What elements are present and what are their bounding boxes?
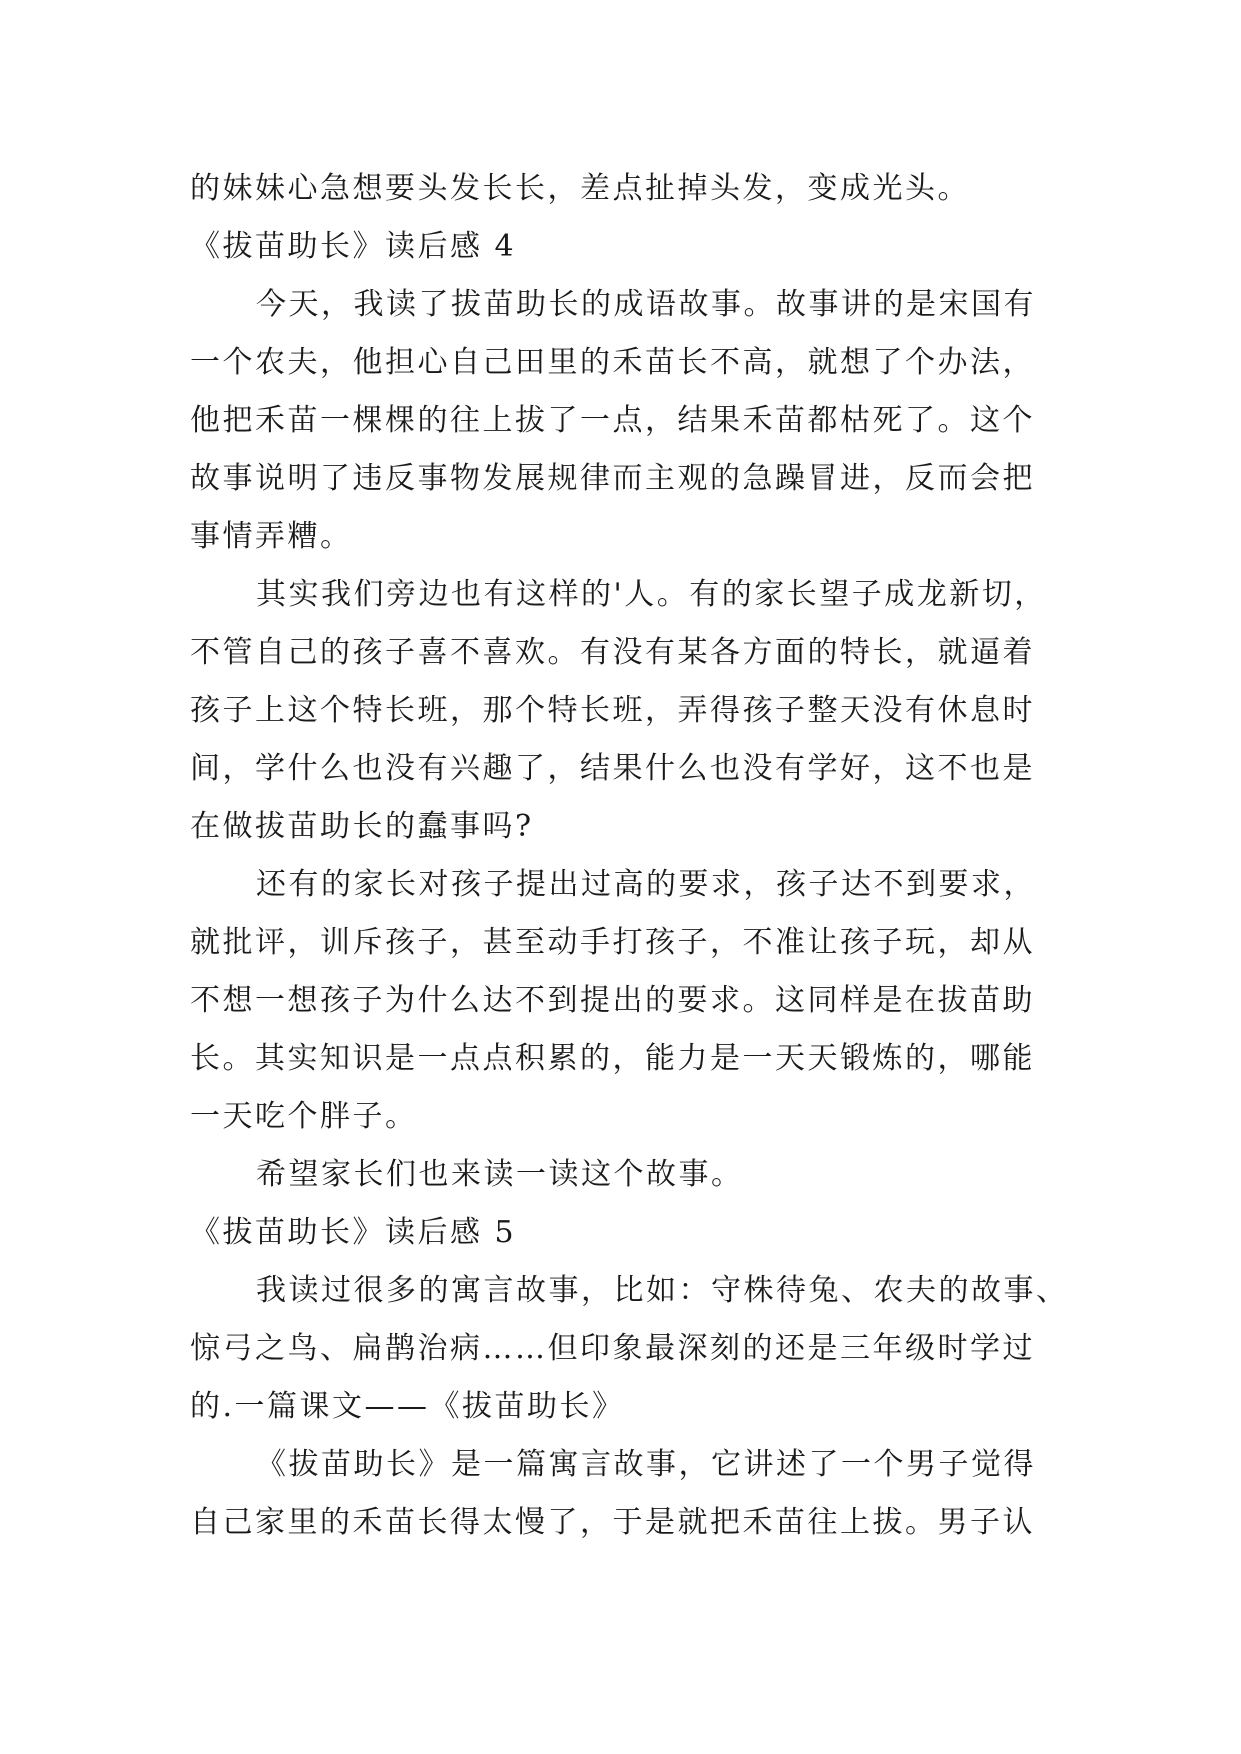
text-line: 今天，我读了拔苗助长的成语故事。故事讲的是宋国有 xyxy=(256,287,1036,322)
text-line: 不管自己的孩子喜不喜欢。有没有某各方面的特长，就逼着 xyxy=(190,635,1035,670)
text-line: 间，学什么也没有兴趣了，结果什么也没有学好，这不也是 xyxy=(190,751,1035,786)
text-line: 故事说明了违反事物发展规律而主观的急躁冒进，反而会把 xyxy=(190,461,1035,496)
document-body xyxy=(190,160,1069,1552)
text-line: 就批评，训斥孩子，甚至动手打孩子，不准让孩子玩，却从 xyxy=(190,925,1035,960)
text-line: 的妹妹心急想要头发长长，差点扯掉头发，变成光头。 xyxy=(190,171,970,206)
text-line: 不想一想孩子为什么达不到提出的要求。这同样是在拔苗助 xyxy=(190,983,1035,1018)
text-line: 他把禾苗一棵棵的往上拔了一点，结果禾苗都枯死了。这个 xyxy=(190,403,1035,438)
text-line: 一天吃个胖子。 xyxy=(190,1099,418,1134)
text-line: 孩子上这个特长班，那个特长班，弄得孩子整天没有休息时 xyxy=(190,693,1035,728)
text-line: 一个农夫，他担心自己田里的禾苗长不高，就想了个办法， xyxy=(190,345,1035,380)
text-line: 希望家长们也来读一读这个故事。 xyxy=(256,1157,744,1192)
text-line: 其实我们旁边也有这样的'人。有的家长望子成龙新切， xyxy=(256,577,1047,612)
text-line: 事情弄糟。 xyxy=(190,519,353,554)
text-line: 自己家里的禾苗长得太慢了，于是就把禾苗往上拔。男子认 xyxy=(190,1505,1035,1540)
text-line: 长。其实知识是一点点积累的，能力是一天天锻炼的，哪能 xyxy=(190,1041,1035,1076)
section-heading: 《拔苗助长》读后感 5 xyxy=(190,1215,517,1250)
text-line: 还有的家长对孩子提出过高的要求，孩子达不到要求， xyxy=(256,867,1036,902)
text-line: 惊弓之鸟、扁鹊治病……但印象最深刻的还是三年级时学过 xyxy=(190,1331,1035,1366)
text-line: 我读过很多的寓言故事，比如：守株待兔、农夫的故事、 xyxy=(256,1273,1069,1308)
text-line: 《拔苗助长》是一篇寓言故事，它讲述了一个男子觉得 xyxy=(256,1447,1036,1482)
section-heading: 《拔苗助长》读后感 4 xyxy=(190,229,517,264)
text-line: 在做拔苗助长的蠢事吗? xyxy=(190,809,534,844)
text-line: 的.一篇课文——《拔苗助长》 xyxy=(190,1389,625,1424)
